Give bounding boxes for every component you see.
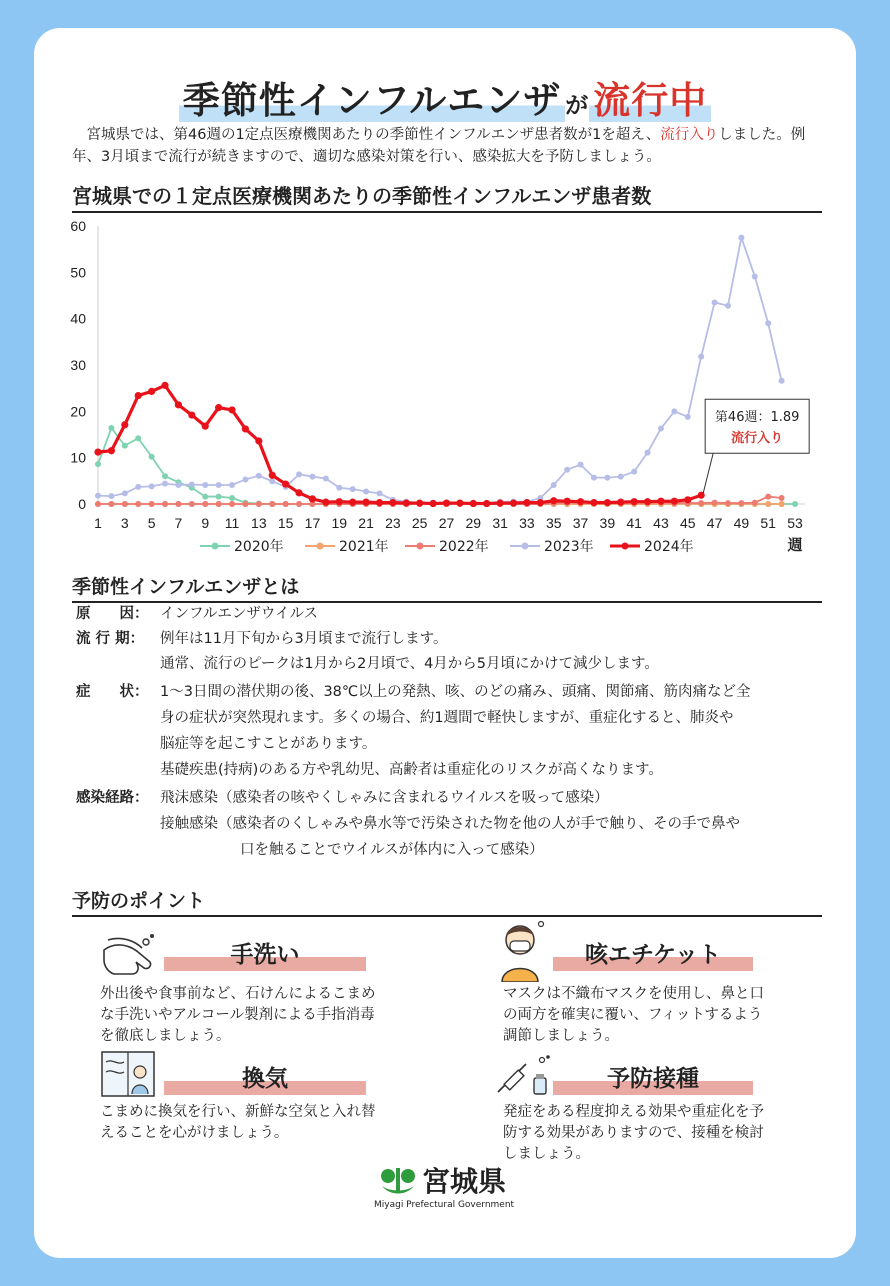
- title-emphasis: 流行中: [589, 79, 711, 122]
- data-point: [149, 454, 155, 460]
- vaccine-desc: [503, 1102, 823, 1165]
- legend-label: 2020年: [234, 539, 284, 555]
- about-section-title: 季節性インフルエンザとは: [72, 572, 822, 603]
- about-label: 症 状：: [76, 684, 149, 700]
- data-point: [162, 481, 168, 487]
- desc-line: えることを心がけましょう。: [100, 1125, 289, 1141]
- data-point: [135, 435, 141, 441]
- data-point: [362, 499, 369, 506]
- x-tick-label: 45: [679, 515, 696, 531]
- x-tick-label: 35: [545, 515, 562, 531]
- desc-line: を徹底しましょう。: [100, 1028, 231, 1044]
- x-tick-label: 13: [251, 515, 267, 531]
- about-label: 感染経路：: [76, 790, 149, 806]
- y-tick-label: 0: [78, 496, 86, 512]
- about-line: インフルエンザウイルス: [160, 606, 319, 622]
- data-point: [229, 501, 235, 507]
- data-point: [738, 500, 744, 506]
- y-tick-label: 30: [70, 357, 86, 373]
- about-line: 基礎疾患(持病)のある方や乳幼児、高齢者は重症化のリスクが高くなります。: [160, 762, 663, 778]
- data-point: [242, 501, 248, 507]
- data-point: [765, 501, 771, 507]
- data-point: [309, 495, 316, 502]
- data-point: [725, 500, 731, 506]
- data-point: [591, 475, 597, 481]
- annotation-leader: [703, 453, 713, 493]
- data-point: [752, 500, 758, 506]
- vaccine-syringe-icon: [496, 1054, 552, 1096]
- legend-marker: [522, 543, 529, 550]
- data-point: [202, 494, 208, 500]
- data-point: [765, 320, 771, 326]
- data-point: [283, 501, 289, 507]
- data-point: [779, 501, 785, 507]
- x-tick-label: 1: [94, 515, 102, 531]
- data-point: [135, 501, 141, 507]
- data-point: [229, 495, 235, 501]
- data-point: [108, 493, 114, 499]
- data-point: [537, 499, 544, 506]
- data-point: [376, 499, 383, 506]
- annotation-status: 流行入り: [731, 431, 784, 447]
- data-point: [108, 425, 114, 431]
- data-point: [202, 423, 209, 430]
- y-tick-label: 60: [70, 218, 86, 234]
- data-point: [256, 473, 262, 479]
- data-point: [242, 425, 249, 432]
- desc-line: 外出後や食事前など、石けんによるこまめ: [100, 986, 376, 1002]
- data-point: [779, 495, 785, 501]
- about-line: 身の症状が突然現れます。多くの場合、約1週間で軽快しますが、重症化すると、肺炎や: [160, 710, 734, 726]
- data-point: [94, 449, 101, 456]
- data-point: [510, 499, 517, 506]
- x-tick-label: 17: [304, 515, 321, 531]
- data-point: [95, 461, 101, 467]
- data-point: [698, 500, 704, 506]
- x-tick-label: 47: [706, 515, 723, 531]
- x-tick-label: 19: [331, 515, 348, 531]
- data-point: [456, 499, 463, 506]
- chart-section-title: 宮城県での１定点医療機関あたりの季節性インフルエンザ患者数: [72, 180, 822, 213]
- data-point: [296, 471, 302, 477]
- ventilation-label: 換気: [242, 1066, 288, 1092]
- data-point: [148, 388, 155, 395]
- about-line: 脳症等を起こすことがあります。: [160, 736, 377, 752]
- data-point: [229, 482, 235, 488]
- data-point: [122, 443, 128, 449]
- data-point: [322, 499, 329, 506]
- data-point: [617, 499, 624, 506]
- legend-label: 2024年: [644, 539, 694, 555]
- data-point: [564, 467, 570, 473]
- data-point: [189, 501, 195, 507]
- legend-label: 2022年: [439, 539, 489, 555]
- title-main: 季節性インフルエンザ: [179, 79, 566, 122]
- footer-name: 宮城県: [422, 1165, 507, 1198]
- data-point: [295, 489, 302, 496]
- data-point: [216, 501, 222, 507]
- desc-line: 調節しましょう。: [503, 1028, 619, 1044]
- data-point: [578, 462, 584, 468]
- x-tick-label: 15: [277, 515, 294, 531]
- data-point: [376, 490, 382, 496]
- data-point: [108, 447, 115, 454]
- data-point: [657, 498, 664, 505]
- footer-sub: Miyagi Prefectural Government: [374, 1200, 515, 1210]
- data-point: [564, 498, 571, 505]
- data-point: [779, 378, 785, 384]
- legend-marker: [622, 543, 629, 550]
- data-point: [336, 485, 342, 491]
- data-point: [162, 501, 168, 507]
- data-point: [175, 401, 182, 408]
- data-point: [470, 500, 477, 507]
- data-point: [256, 501, 262, 507]
- x-axis-label: 週: [787, 536, 803, 554]
- data-point: [161, 382, 168, 389]
- data-point: [296, 501, 302, 507]
- data-point: [108, 501, 114, 507]
- data-point: [189, 482, 195, 488]
- x-tick-label: 33: [519, 515, 535, 531]
- about-line: 例年は11月下旬から3月頃まで流行します。: [160, 631, 448, 647]
- data-point: [95, 501, 101, 507]
- x-tick-label: 25: [411, 515, 428, 531]
- data-point: [149, 483, 155, 489]
- data-point: [443, 499, 450, 506]
- data-point: [282, 480, 289, 487]
- data-point: [644, 498, 651, 505]
- data-point: [712, 299, 718, 305]
- data-point: [216, 482, 222, 488]
- x-tick-label: 49: [733, 515, 750, 531]
- y-tick-label: 50: [70, 264, 86, 281]
- x-tick-label: 11: [224, 515, 240, 531]
- data-point: [175, 501, 181, 507]
- vaccine-label: 予防接種: [607, 1066, 699, 1092]
- data-point: [149, 501, 155, 507]
- annotation-value: 第46週：1.89: [714, 410, 800, 426]
- data-point: [350, 486, 356, 492]
- legend-marker: [317, 543, 324, 550]
- data-point: [121, 421, 128, 428]
- desc-line: マスクは不織布マスクを使用し、鼻と口: [503, 986, 764, 1002]
- data-point: [483, 500, 490, 507]
- x-tick-label: 53: [787, 515, 803, 531]
- data-point: [752, 274, 758, 280]
- data-point: [497, 499, 504, 506]
- x-tick-label: 9: [201, 515, 210, 531]
- about-line: 飛沫感染（感染者の咳やくしゃみに含まれるウイルスを吸って感染）: [160, 790, 609, 806]
- prefecture-emblem-icon: [378, 1164, 418, 1198]
- mask-person-icon: [498, 920, 548, 982]
- title-particle: が: [565, 93, 590, 119]
- prevention-section-title: 予防のポイント: [72, 886, 822, 917]
- y-tick-label: 20: [70, 403, 86, 420]
- data-point: [336, 498, 343, 505]
- x-tick-label: 3: [120, 515, 129, 531]
- data-point: [551, 482, 557, 488]
- x-tick-label: 41: [626, 515, 642, 531]
- desc-line: な手洗いやアルコール製剤による手指消毒: [100, 1007, 375, 1023]
- data-point: [671, 498, 678, 505]
- intro-part2: しました。例年、3月頃まで流行が続きますので、適切な感染対策を行い、感染拡大を予防しましょう。: [72, 127, 806, 165]
- y-tick-label: 40: [70, 310, 86, 327]
- data-point: [712, 500, 718, 506]
- page-title: [0, 70, 890, 124]
- window-ventilation-icon: [100, 1050, 158, 1100]
- data-point: [228, 406, 235, 413]
- x-tick-label: 43: [653, 515, 669, 531]
- x-tick-label: 23: [385, 515, 401, 531]
- data-point: [269, 472, 276, 479]
- data-point: [604, 475, 610, 481]
- data-point: [765, 494, 771, 500]
- desc-line: の両方を確実に覆い、フィットするよう: [503, 1007, 763, 1023]
- cough-desc: [503, 984, 823, 1047]
- legend-marker: [417, 543, 424, 550]
- data-point: [645, 450, 651, 456]
- data-point: [550, 497, 557, 504]
- data-point: [216, 494, 222, 500]
- x-tick-label: 27: [438, 515, 455, 531]
- ventilation-desc: [100, 1102, 420, 1144]
- data-point: [590, 499, 597, 506]
- handwash-label: 手洗い: [230, 942, 300, 968]
- desc-line: しましょう。: [503, 1146, 590, 1162]
- data-point: [188, 411, 195, 418]
- data-point: [95, 493, 101, 499]
- data-point: [122, 501, 128, 507]
- desc-line: こまめに換気を行い、新鮮な空気と入れ替: [100, 1104, 376, 1120]
- x-tick-label: 29: [465, 515, 482, 531]
- x-tick-label: 31: [492, 515, 508, 531]
- handwash-icon: [100, 932, 158, 978]
- data-point: [135, 484, 141, 490]
- about-line: 1〜3日間の潜伏期の後、38℃以上の発熱、咳、のどの痛み、頭痛、関節痛、筋肉痛など全: [160, 684, 751, 700]
- data-point: [792, 501, 798, 507]
- data-point: [416, 499, 423, 506]
- data-point: [403, 499, 410, 506]
- data-point: [215, 404, 222, 411]
- data-point: [725, 303, 731, 309]
- x-tick-label: 7: [174, 515, 183, 531]
- intro-part1: 宮城県では、第46週の1定点医療機関あたりの季節性インフルエンザ患者数が1を超え、: [86, 127, 661, 143]
- x-tick-label: 51: [760, 515, 776, 531]
- data-point: [135, 392, 142, 399]
- data-point: [363, 488, 369, 494]
- about-line: 口を触ることでウイルスが体内に入って感染）: [240, 842, 544, 858]
- data-point: [269, 478, 275, 484]
- data-point: [269, 501, 275, 507]
- data-point: [631, 469, 637, 475]
- series-line-2020年: [98, 428, 795, 504]
- intro-emphasis: 流行入り: [660, 127, 719, 143]
- x-tick-label: 21: [358, 515, 374, 531]
- handwash-desc: [100, 984, 420, 1047]
- intro-text: [72, 124, 822, 168]
- data-point: [684, 496, 691, 503]
- data-point: [671, 408, 677, 414]
- data-point: [698, 354, 704, 360]
- data-point: [309, 474, 315, 480]
- data-point: [618, 474, 624, 480]
- x-tick-label: 39: [599, 515, 616, 531]
- about-label: 原 因：: [76, 606, 149, 622]
- data-point: [631, 498, 638, 505]
- influenza-line-chart: [60, 212, 830, 562]
- data-point: [523, 499, 530, 506]
- data-point: [242, 476, 248, 482]
- data-point: [429, 500, 436, 507]
- legend-label: 2021年: [339, 539, 389, 555]
- about-line: 通常、流行のピークは1月から2月頃で、4月から5月頃にかけて減少します。: [160, 656, 659, 672]
- data-point: [202, 482, 208, 488]
- about-line: 接触感染（感染者のくしゃみや鼻水等で汚染された物を他の人が手で触り、その手で鼻や: [160, 816, 740, 832]
- desc-line: 発症をある程度抑える効果や重症化を予: [503, 1104, 764, 1120]
- x-tick-label: 37: [572, 515, 589, 531]
- data-point: [323, 476, 329, 482]
- data-point: [685, 414, 691, 420]
- data-point: [577, 498, 584, 505]
- data-point: [738, 235, 744, 241]
- data-point: [658, 425, 664, 431]
- data-point: [162, 473, 168, 479]
- data-point: [255, 437, 262, 444]
- cough-label: 咳エチケット: [585, 942, 721, 968]
- data-point: [122, 490, 128, 496]
- desc-line: 防する効果がありますので、接種を検討: [503, 1125, 764, 1141]
- data-point: [389, 499, 396, 506]
- x-tick-label: 5: [147, 515, 156, 531]
- data-point: [202, 501, 208, 507]
- data-point: [349, 499, 356, 506]
- series-line-2023年: [98, 238, 782, 503]
- about-label: 流 行 期：: [76, 631, 145, 647]
- data-point: [604, 499, 611, 506]
- legend-marker: [212, 543, 219, 550]
- legend-label: 2023年: [544, 539, 594, 555]
- y-tick-label: 10: [70, 449, 86, 466]
- data-point: [175, 482, 181, 488]
